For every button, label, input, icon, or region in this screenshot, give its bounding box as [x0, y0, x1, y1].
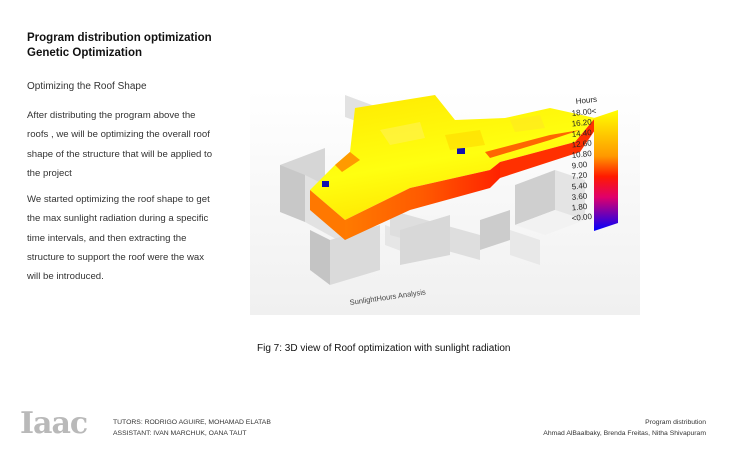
project-authors: Ahmad AlBaalbaky, Brenda Freitas, Nitha Shivapuram [543, 430, 706, 437]
legend-value: 3.60 [571, 191, 588, 202]
tutors-line: TUTORS: RODRIGO AGUIRE, MOHAMAD ELATAB [113, 419, 271, 426]
legend-value: 9.00 [571, 159, 588, 171]
footer-credits [113, 417, 271, 439]
page-title [27, 31, 212, 60]
legend-value: 18.00< [571, 106, 597, 118]
legend-color-bar [594, 110, 618, 231]
section-subheading: Optimizing the Roof Shape [27, 81, 147, 92]
title-line-1: Program distribution optimization [27, 32, 212, 44]
legend-value: 5.40 [571, 180, 588, 192]
legend-value: <0.00 [571, 211, 593, 223]
legend-value: 7.20 [571, 170, 588, 181]
legend-value: 14.40 [571, 127, 593, 139]
legend-value: 1.80 [571, 201, 588, 213]
footer-right [543, 417, 706, 439]
figure-caption: Fig 7: 3D view of Roof optimization with sunlight radiation [257, 343, 511, 354]
legend-title: Hours [575, 94, 598, 106]
legend-value: 12.60 [571, 138, 593, 150]
analysis-label: SunlightHours Analysis [349, 287, 427, 307]
title-line-2: Genetic Optimization [27, 46, 143, 59]
hours-legend [571, 95, 618, 231]
roof-sunlight-figure [250, 90, 640, 315]
assistant-line: ASSISTANT: IVAN MARCHUK, OANA TAUT [113, 430, 247, 437]
iaac-logo: Iaac [20, 406, 88, 441]
paragraph-1: After distributing the program above the roofs , we will be optimizing the overall roof shape of the structure that will be applied to the project [27, 110, 213, 179]
legend-value: 10.80 [571, 148, 593, 160]
legend-value: 16.20 [571, 117, 593, 129]
project-title: Program distribution [645, 419, 706, 426]
paragraph-2: We started optimizing the roof shape to get the max sunlight radiation during a specific time intervals, and then extracting the structure to support the roof were the wax will be introduced. [27, 194, 210, 283]
